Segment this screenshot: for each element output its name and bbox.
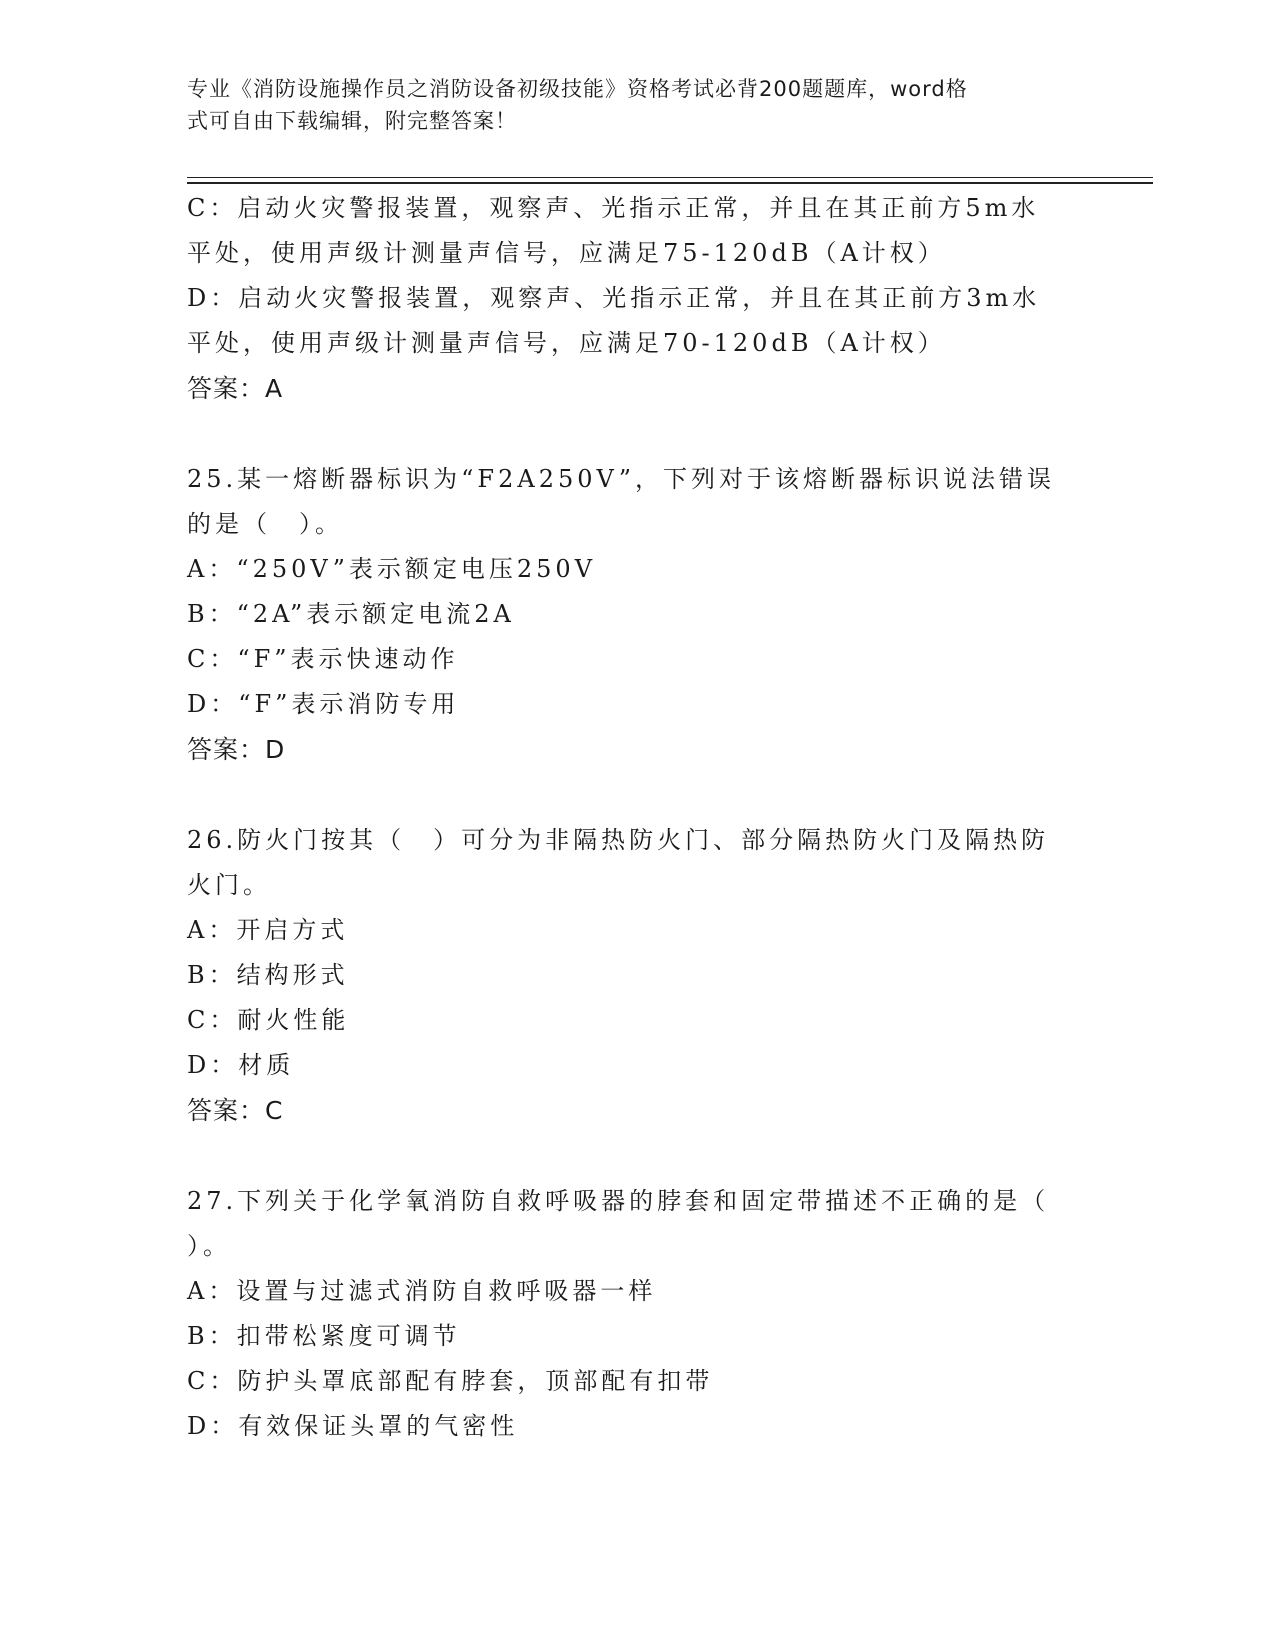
document-header xyxy=(187,73,1067,137)
option-d: D：材质 xyxy=(187,1051,295,1079)
option-d-line-2: 平处，使用声级计测量声信号，应满足70-120dB（A计权） xyxy=(187,329,946,357)
option-d: D：“F”表示消防专用 xyxy=(187,690,460,718)
question-25 xyxy=(187,457,1087,772)
spacer xyxy=(187,772,1087,818)
option-c-line-1: C：启动火灾警报装置，观察声、光指示正常，并且在其正前方5m水 xyxy=(187,194,1040,222)
option-c: C：“F”表示快速动作 xyxy=(187,645,459,673)
option-a: A：设置与过滤式消防自救呼吸器一样 xyxy=(187,1277,657,1305)
option-b: B：结构形式 xyxy=(187,961,349,989)
option-c-line-2: 平处，使用声级计测量声信号，应满足75-120dB（A计权） xyxy=(187,239,946,267)
spacer xyxy=(187,411,1087,457)
previous-question-tail xyxy=(187,186,1087,411)
option-a: A：“250V”表示额定电压250V xyxy=(187,555,597,583)
option-b: B：“2A”表示额定电流2A xyxy=(187,600,515,628)
option-c: C：防护头罩底部配有脖套，顶部配有扣带 xyxy=(187,1367,714,1395)
question-list xyxy=(187,186,1087,1449)
question-stem-line-2: ）。 xyxy=(187,1232,231,1260)
option-b: B：扣带松紧度可调节 xyxy=(187,1322,461,1350)
question-stem-line-1: 25.某一熔断器标识为“F2A250V”，下列对于该熔断器标识说法错误 xyxy=(187,465,1055,493)
question-27 xyxy=(187,1179,1087,1449)
question-stem-line-1: 27.下列关于化学氧消防自救呼吸器的脖套和固定带描述不正确的是（ xyxy=(187,1187,1050,1215)
question-stem-line-2: 的是（ ）。 xyxy=(187,510,343,538)
option-a: A：开启方式 xyxy=(187,916,349,944)
option-d: D：有效保证头罩的气密性 xyxy=(187,1412,519,1440)
header-line-1: 专业《消防设施操作员之消防设备初级技能》资格考试必背200题题库，word格 xyxy=(187,77,968,101)
option-c: C：耐火性能 xyxy=(187,1006,350,1034)
spacer xyxy=(187,1133,1087,1179)
answer-line: 答案：D xyxy=(187,735,286,764)
header-rule-thin xyxy=(187,177,1153,178)
header-line-2: 式可自由下载编辑，附完整答案！ xyxy=(187,109,517,133)
question-26 xyxy=(187,818,1087,1133)
option-d-line-1: D：启动火灾警报装置，观察声、光指示正常，并且在其正前方3m水 xyxy=(187,284,1041,312)
question-stem-line-2: 火门。 xyxy=(187,871,271,899)
question-stem-line-1: 26.防火门按其（ ）可分为非隔热防火门、部分隔热防火门及隔热防 xyxy=(187,826,1050,854)
answer-line: 答案：C xyxy=(187,1096,284,1125)
answer-line: 答案：A xyxy=(187,374,284,403)
header-rule-thick xyxy=(187,182,1153,184)
